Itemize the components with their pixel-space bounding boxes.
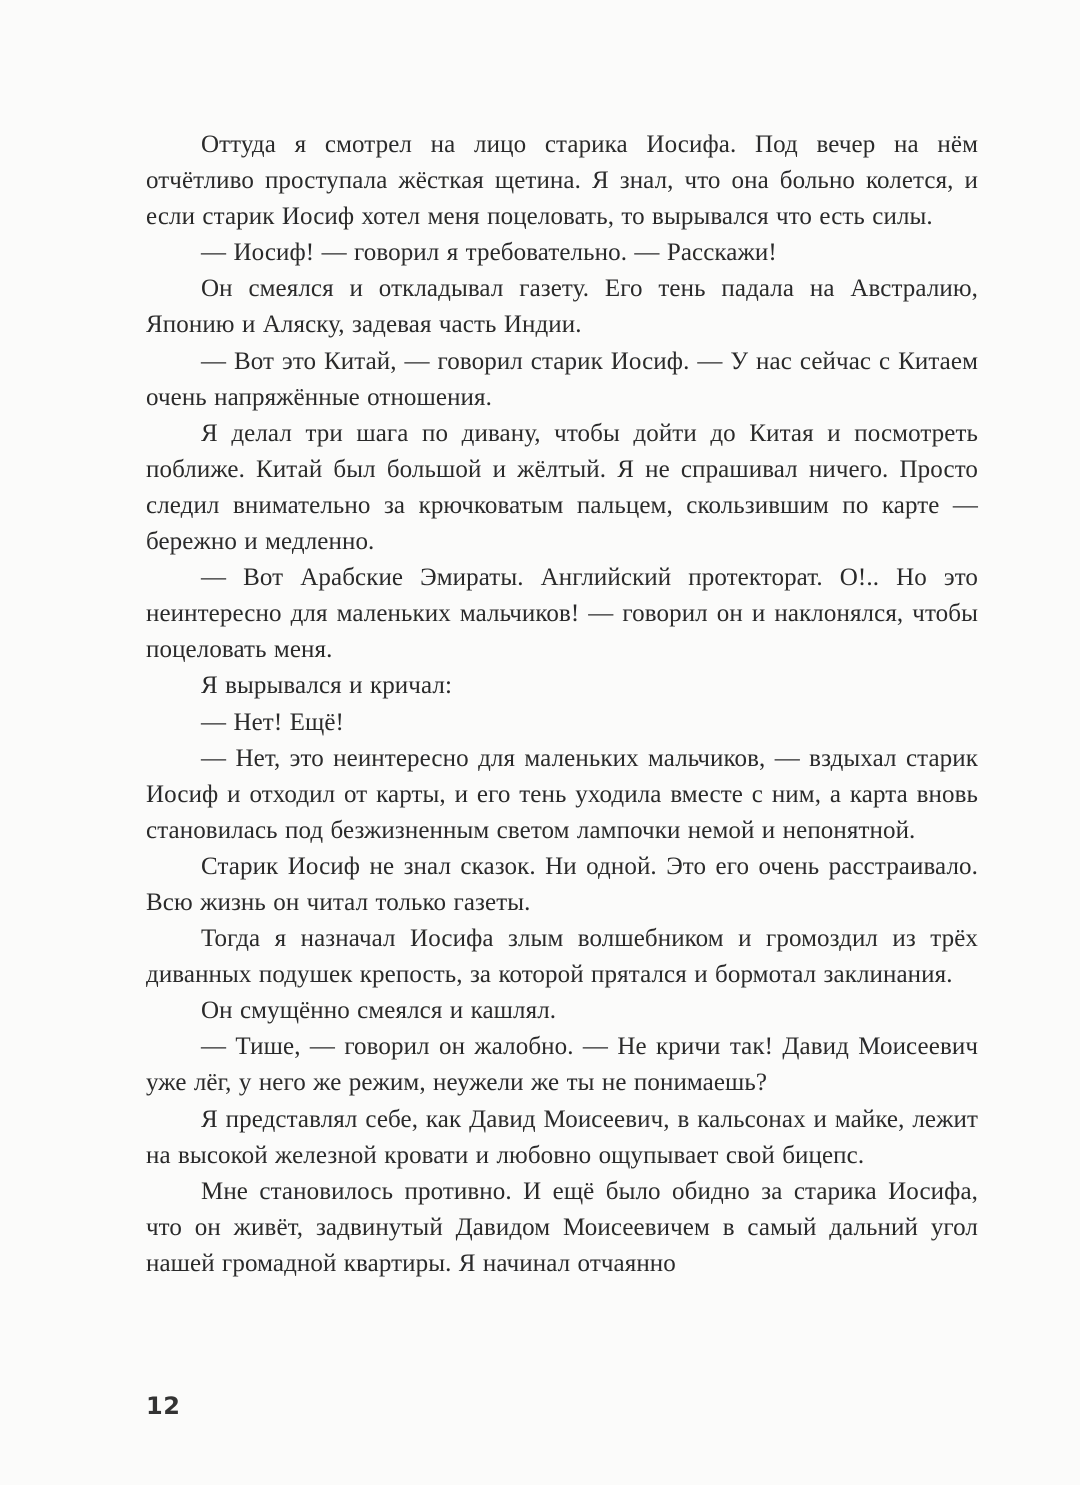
- paragraph: — Нет, это неинтересно для маленьких мальчиков, — вздыхал старик Иосиф и отходил от карты, и его тень уходила вместе с ним, а карта вновь становилась под безжизненным светом лампочки немой и непонятной.: [146, 744, 978, 844]
- paragraph: Он смеялся и откладывал газету. Его тень падала на Австралию, Японию и Аляску, задевая часть Индии.: [146, 275, 978, 339]
- paragraph: — Вот это Китай, — говорил старик Иосиф. — У нас сейчас с Китаем очень напряжённые отношения.: [146, 347, 978, 411]
- paragraph: Старик Иосиф не знал сказок. Ни одной. Это его очень расстраивало. Всю жизнь он читал только газеты.: [146, 852, 978, 916]
- paragraph: Я делал три шага по дивану, чтобы дойти до Китая и посмотреть поближе. Китай был большой и жёлтый. Я не спрашивал ничего. Просто следил внимательно за крючковатым пальцем, скользившим по карте — бережно и медленно.: [146, 419, 978, 556]
- paragraph: Я вырывался и кричал:: [201, 672, 452, 700]
- page-number: 12: [146, 1392, 181, 1420]
- paragraph: Тогда я назначал Иосифа злым волшебником и громоздил из трёх диванных подушек крепость, за которой прятался и бормотал заклинания.: [146, 925, 978, 989]
- paragraph: Он смущённо смеялся и кашлял.: [201, 997, 557, 1025]
- paragraph: Оттуда я смотрел на лицо старика Иосифа. Под вечер на нём отчётливо проступала жёсткая щетина. Я знал, что она больно колется, и если старик Иосиф хотел меня поцеловать, то вырывался что есть силы.: [146, 131, 978, 231]
- paragraph: Я представлял себе, как Давид Моисеевич, в кальсонах и майке, лежит на высокой железной кровати и любовно ощупывает свой бицепс.: [146, 1105, 978, 1169]
- body-text: [146, 127, 978, 1282]
- paragraph: — Тише, — говорил он жалобно. — Не кричи так! Давид Моисеевич уже лёг, у него же режим, неужели же ты не понимаешь?: [146, 1033, 978, 1097]
- paragraph: — Вот Арабские Эмираты. Английский протекторат. О!.. Но это неинтересно для маленьких мальчиков! — говорил он и наклонялся, чтобы поцеловать меня.: [146, 564, 978, 664]
- paragraph: Мне становилось противно. И ещё было обидно за старика Иосифа, что он живёт, задвинутый Давидом Моисеевичем в самый дальний угол нашей громадной квартиры. Я начинал отчаянно: [146, 1177, 978, 1277]
- paragraph: — Иосиф! — говорил я требовательно. — Расскажи!: [201, 239, 777, 267]
- paragraph: — Нет! Ещё!: [201, 708, 344, 736]
